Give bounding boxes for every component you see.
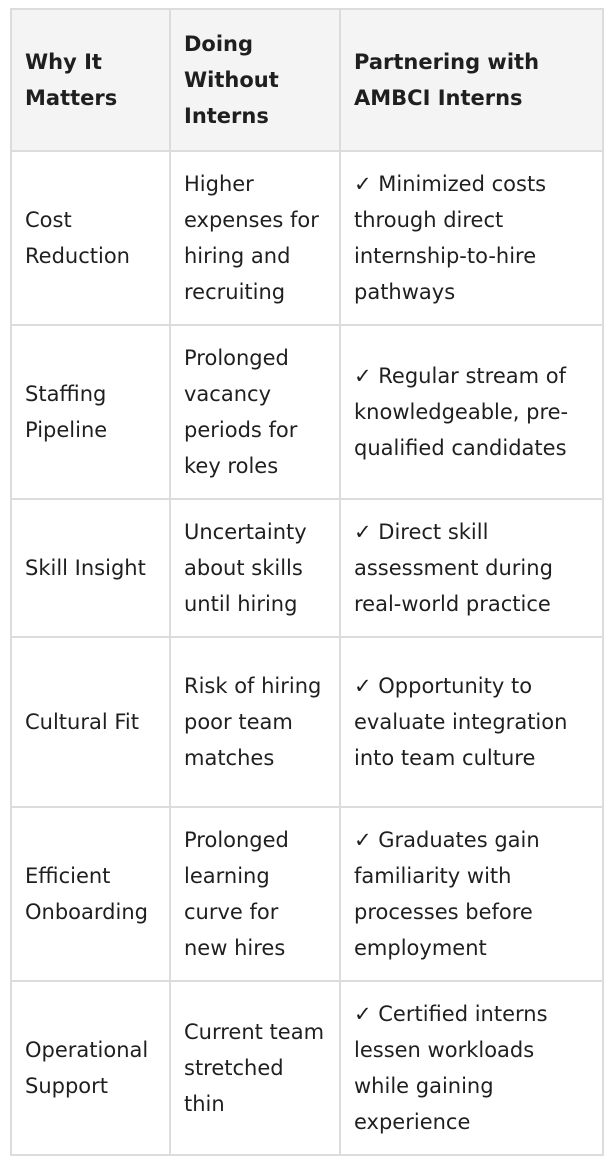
row-factor: Staffing Pipeline	[11, 325, 170, 499]
row-without-interns: Prolonged learning curve for new hires	[170, 807, 340, 981]
header-partnering-with-interns: Partnering with AMBCI Interns	[340, 9, 603, 151]
row-with-interns: ✓ Graduates gain familiarity with processes before employment	[340, 807, 603, 981]
row-factor: Skill Insight	[11, 499, 170, 637]
row-factor: Operational Support	[11, 981, 170, 1155]
comparison-table-container	[10, 8, 602, 1156]
table-row	[11, 151, 603, 325]
row-with-interns: ✓ Direct skill assessment during real-world practice	[340, 499, 603, 637]
table-row	[11, 325, 603, 499]
row-without-interns: Risk of hiring poor team matches	[170, 637, 340, 807]
header-why-it-matters: Why It Matters	[11, 9, 170, 151]
comparison-table	[10, 8, 604, 1156]
row-with-interns: ✓ Regular stream of knowledgeable, pre-qualified candidates	[340, 325, 603, 499]
row-without-interns: Prolonged vacancy periods for key roles	[170, 325, 340, 499]
row-with-interns: ✓ Certified interns lessen workloads while gaining experience	[340, 981, 603, 1155]
row-without-interns: Current team stretched thin	[170, 981, 340, 1155]
row-without-interns: Higher expenses for hiring and recruiting	[170, 151, 340, 325]
row-with-interns: ✓ Minimized costs through direct internship-to-hire pathways	[340, 151, 603, 325]
row-with-interns: ✓ Opportunity to evaluate integration into team culture	[340, 637, 603, 807]
row-without-interns: Uncertainty about skills until hiring	[170, 499, 340, 637]
table-row	[11, 499, 603, 637]
table-row	[11, 637, 603, 807]
table-header-row	[11, 9, 603, 151]
row-factor: Cost Reduction	[11, 151, 170, 325]
row-factor: Efficient Onboarding	[11, 807, 170, 981]
header-doing-without-interns: Doing Without Interns	[170, 9, 340, 151]
table-row	[11, 807, 603, 981]
table-row	[11, 981, 603, 1155]
row-factor: Cultural Fit	[11, 637, 170, 807]
